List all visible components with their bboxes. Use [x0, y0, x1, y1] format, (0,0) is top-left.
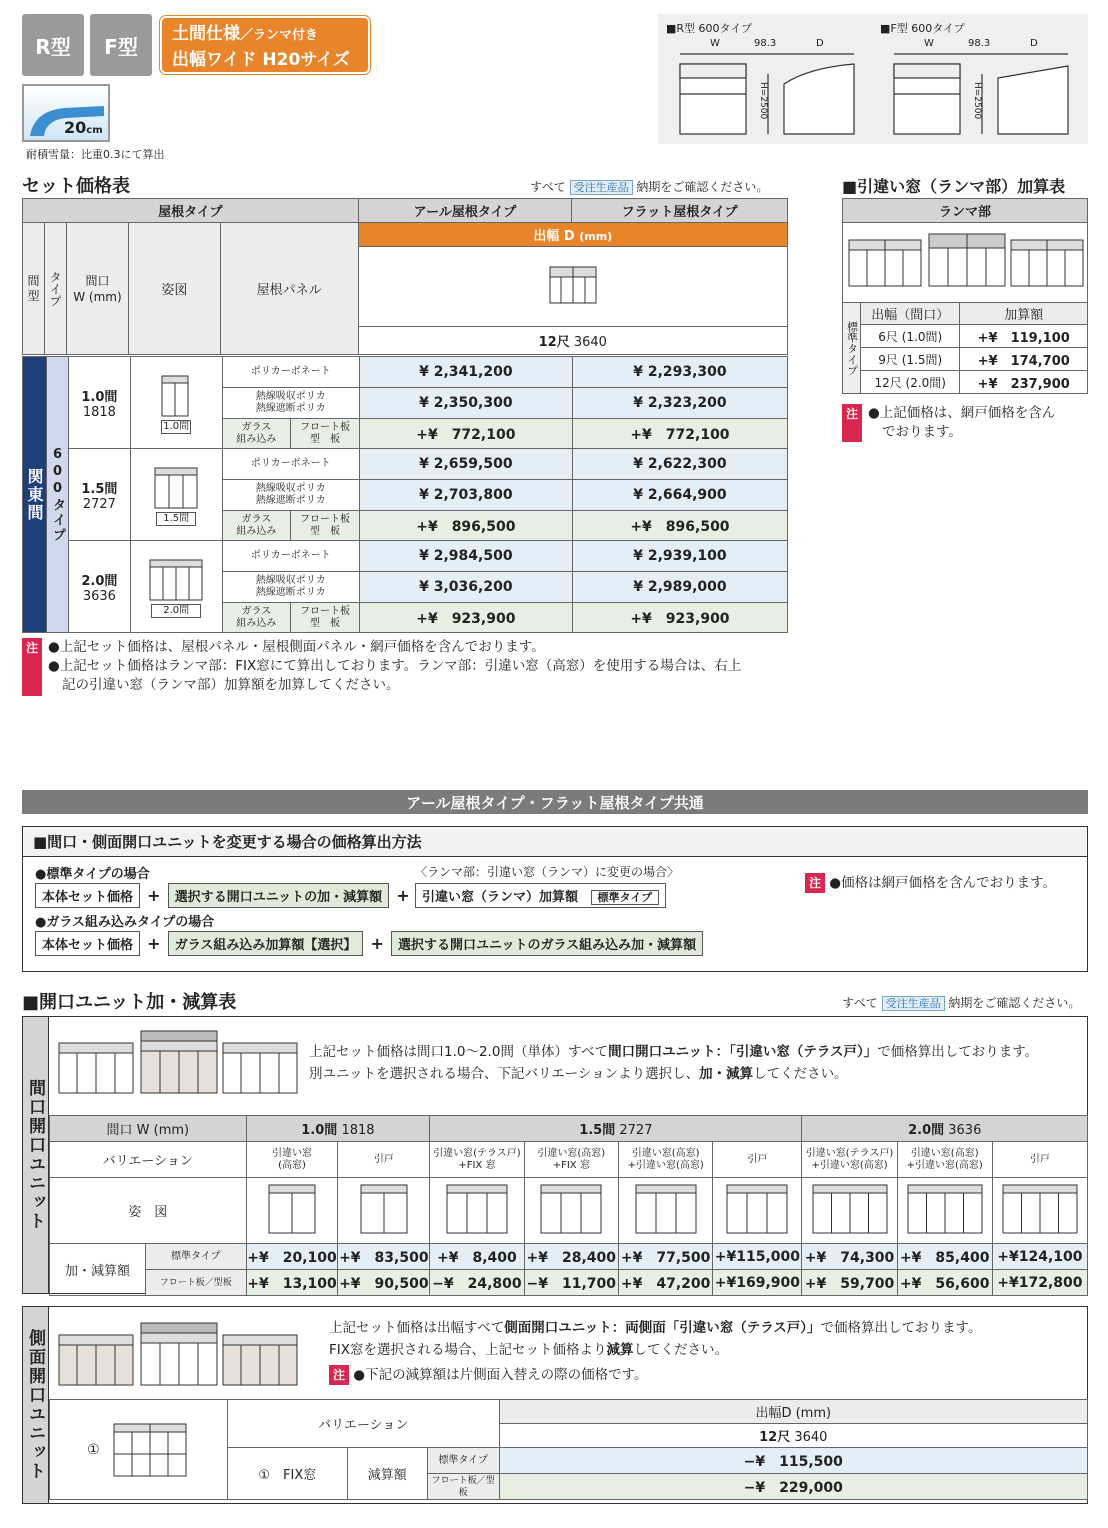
std-price-4: +¥ 28,400 [524, 1244, 618, 1270]
row-fig-1 [130, 357, 222, 449]
uh-float: フロート板／型板 [145, 1270, 246, 1296]
ug-1 [246, 1116, 430, 1142]
dim-h-r: H=2500 [758, 82, 768, 120]
unit-desc [309, 1041, 1083, 1085]
ug-ken-2: 1.5間 [579, 1123, 616, 1138]
panel-poly-2: ポリカーボネート [222, 449, 359, 480]
std-price-2: +¥ 83,500 [338, 1244, 430, 1270]
side-note: ●下記の減算額は片側面入替えの際の価格です。 [353, 1367, 648, 1383]
side-desc [329, 1317, 1079, 1386]
unit-door-icon [538, 1181, 604, 1237]
base-price-2: 本体セット価格 [35, 931, 140, 956]
float-price-5: +¥ 47,200 [618, 1270, 712, 1296]
unit-door-transom [269, 1185, 315, 1193]
float: フロート板 [299, 421, 350, 433]
ug-ken-3: 2.0間 [908, 1123, 945, 1138]
mold: 型 板 [309, 433, 340, 445]
poly-f-2: ¥ 2,622,300 [572, 449, 787, 480]
variation-line1: 引違い窓 [272, 1147, 312, 1159]
uh-add: 加・減算額 [50, 1244, 146, 1296]
variation-1 [246, 1142, 338, 1178]
depth-unit: (mm) [579, 230, 613, 243]
set-table-notice [530, 178, 768, 195]
ranma-size-3: 12尺 (2.0間) [860, 371, 959, 394]
notice-post: 納期をご確認ください。 [636, 180, 769, 194]
panel-poly-1: ポリカーボネート [222, 357, 359, 388]
ranma-price-2: +¥ 174,700 [960, 348, 1088, 371]
region-cell [23, 357, 47, 633]
side-float: フロート板／型板 [427, 1474, 499, 1500]
method-glass: ●ガラス組み込みタイプの場合 [35, 915, 215, 930]
col-r-header: アール屋根タイプ [358, 199, 572, 223]
roof-type-header: 屋根タイプ [23, 199, 359, 223]
side-minus: 減算額 [347, 1448, 427, 1500]
unit-figure-6 [713, 1178, 802, 1244]
mold: 型 板 [309, 525, 340, 537]
common-bar: アール屋根タイプ・フラット屋根タイプ共通 [22, 790, 1088, 814]
unit-desc1c: で価格算出しております。 [877, 1044, 1039, 1060]
glass1: ガラス [241, 605, 272, 617]
heat-f-1: ¥ 2,323,200 [572, 388, 787, 419]
float-label-2 [291, 511, 360, 541]
side-desc2c: してください。 [633, 1342, 728, 1358]
unit-figure-7 [802, 1178, 897, 1244]
unit-figure-8 [897, 1178, 992, 1244]
plus-3: + [147, 934, 161, 953]
uh-var: バリエーション [50, 1142, 247, 1178]
variation-4 [524, 1142, 618, 1178]
unit-door-transom [447, 1185, 507, 1193]
ranma-price-3: +¥ 237,900 [960, 371, 1088, 394]
uh-width: 間口 W (mm) [50, 1116, 247, 1142]
notice-pre-2: すべて [842, 996, 878, 1010]
snow-icon [22, 84, 110, 142]
unit-door-transom [361, 1185, 407, 1193]
glass-label-1 [222, 419, 291, 449]
unit-1-0-icon [156, 372, 196, 424]
side-size [499, 1424, 1087, 1448]
ranma-size-2: 9尺 (1.5間) [860, 348, 959, 371]
spec-line2: 出幅ワイド H20サイズ [172, 50, 350, 70]
unit-door-icon [905, 1181, 985, 1237]
variation-8 [897, 1142, 992, 1178]
note-line2: ●上記セット価格はランマ部：FIX窓にて算出しております。ランマ部：引違い窓（高窓）を使用する場合は、右上 [48, 658, 742, 674]
side-fix-cell [227, 1448, 347, 1500]
notice-pre: すべて [530, 180, 566, 194]
std-price-7: +¥ 74,300 [802, 1244, 897, 1270]
r-type-badge: R型 [22, 14, 84, 76]
unit-side-label: 間口開口ユニット [25, 1079, 45, 1231]
col-f-header: フラット屋根タイプ [572, 199, 788, 223]
float: フロート板 [299, 513, 350, 525]
region-label: 関東間 [25, 467, 44, 522]
side-desc2a: FIX窓を選択される場合、上記セット価格より [329, 1342, 607, 1358]
spec-line1: 土間仕様 [172, 24, 240, 44]
sel-unit: 選択する開口ユニットの加・減算額 [168, 883, 389, 908]
variation-line2: +FIX 窓 [552, 1159, 590, 1171]
unit-door-transom [813, 1185, 887, 1193]
made-to-order-tag-2: 受注生産品 [882, 996, 945, 1011]
spec-badge [160, 16, 370, 74]
ranma-change-note: 〈ランマ部：引違い窓（ランマ）に変更の場合〉 [415, 865, 680, 879]
std-price-6: +¥115,000 [713, 1244, 802, 1270]
side-unit-side [23, 1307, 49, 1503]
ranma-side-label: 標準タイプ [845, 320, 859, 376]
dim-w-f: W [924, 38, 934, 49]
snow-value: 20 [64, 118, 87, 137]
h-type: タイプ [44, 223, 66, 355]
side-overview-icon [57, 1319, 307, 1389]
variation-line1: 引戸 [747, 1153, 768, 1165]
ranma-size-1: 6尺 (1.0間) [860, 325, 959, 348]
side-note-tag: 注 [329, 1365, 349, 1385]
float-price-2: +¥ 90,500 [338, 1270, 430, 1296]
fix-window-icon [110, 1420, 190, 1480]
side-size-label: 12尺 [759, 1430, 791, 1445]
side-fig-num: ① [87, 1441, 100, 1458]
unit-door-transom [908, 1185, 982, 1193]
dim-w-r: W [710, 38, 720, 49]
mm-1: 1818 [82, 404, 116, 420]
unit-door-icon [810, 1181, 890, 1237]
depth-size-cell [358, 327, 787, 355]
heat2: 熱線遮断ポリカ [255, 587, 326, 598]
ranma-std-tag: 標準タイプ [591, 890, 659, 905]
glass-f-2: +¥ 896,500 [572, 511, 787, 541]
side-fig-cell [50, 1400, 228, 1500]
heat-r-3: ¥ 3,036,200 [359, 572, 572, 603]
unit-door-icon [358, 1181, 410, 1237]
poly-r-3: ¥ 2,984,500 [359, 541, 572, 572]
poly-f-1: ¥ 2,293,300 [572, 357, 787, 388]
heat1: 熱線吸収ポリカ [255, 391, 326, 402]
variation-9 [992, 1142, 1087, 1178]
ug-2 [430, 1116, 802, 1142]
dim-d-f: D [1030, 38, 1038, 49]
side-desc1c: で価格算出しております。 [820, 1320, 982, 1336]
poly-f-3: ¥ 2,939,100 [572, 541, 787, 572]
depth-header [358, 223, 787, 247]
note-tag: 注 [22, 638, 42, 658]
unit-notice [842, 994, 1080, 1011]
fig-label-3: 2.0間 [151, 604, 201, 618]
note-line3: 記の引違い窓（ランマ部）加算額を加算してください。 [62, 677, 400, 693]
glass-r-3: +¥ 923,900 [359, 603, 572, 633]
unit-1-5-icon [151, 464, 201, 516]
variation-line2: +引違い窓(高窓) [811, 1159, 888, 1171]
set-table-title: セット価格表 [22, 176, 130, 197]
unit-figure-2 [338, 1178, 430, 1244]
side-unit-side-label: 側面開口ユニット [25, 1329, 45, 1481]
uh-std: 標準タイプ [145, 1244, 246, 1270]
poly-r-2: ¥ 2,659,500 [359, 449, 572, 480]
h-width: 間口 W (mm) [66, 223, 128, 355]
side-desc1a: 上記セット価格は出幅すべて [329, 1320, 505, 1336]
set-price-table [22, 198, 788, 355]
ranma-side [843, 303, 861, 394]
made-to-order-tag: 受注生産品 [570, 180, 633, 195]
method-title: ■間口・側面開口ユニットを変更する場合の価格算出方法 [23, 827, 1087, 857]
ranma-col1: 出幅（間口） [860, 303, 959, 325]
type-label: 600タイプ [49, 446, 65, 543]
float-price-1: +¥ 13,100 [246, 1270, 338, 1296]
glass-r-2: +¥ 896,500 [359, 511, 572, 541]
ranma-price-1: +¥ 119,100 [960, 325, 1088, 348]
float-price-3: −¥ 24,800 [430, 1270, 524, 1296]
plus-1: + [147, 886, 161, 905]
variation-line2: +引違い窓(高窓) [627, 1159, 704, 1171]
variation-5 [618, 1142, 712, 1178]
poly-r-1: ¥ 2,341,200 [359, 357, 572, 388]
diagram-r-title: ■R型 600タイプ [666, 22, 752, 35]
glass1: ガラス [241, 513, 272, 525]
side-depth-header: 出幅D (mm) [499, 1400, 1087, 1424]
variation-line1: 引違い窓(高窓) [631, 1147, 700, 1159]
variation-line1: 引違い窓(テラス戸) [805, 1147, 894, 1159]
variation-line1: 引違い窓(高窓) [537, 1147, 606, 1159]
method-std: ●標準タイプの場合 [35, 867, 150, 882]
unit-door-icon [266, 1181, 318, 1237]
heat-r-2: ¥ 2,703,800 [359, 480, 572, 511]
plus-2: + [396, 886, 410, 905]
side-var-header: バリエーション [227, 1400, 499, 1448]
side-std-price: −¥ 115,500 [499, 1448, 1087, 1474]
size-label: 12尺 [538, 335, 570, 350]
float: フロート板 [299, 605, 350, 617]
row-width-3 [68, 541, 130, 633]
row-width-1 [68, 357, 130, 449]
glass-label-3 [222, 603, 291, 633]
unit-2-0-icon [146, 556, 206, 608]
ranma-note2: でおります。 [882, 424, 962, 440]
unit-door-icon [633, 1181, 699, 1237]
row-fig-2 [130, 449, 222, 541]
unit-table-title: ■開口ユニット加・減算表 [22, 992, 237, 1013]
dim-d-r: D [816, 38, 824, 49]
side-fix-num: ① [258, 1468, 271, 1483]
glass-label-2 [222, 511, 291, 541]
ug-mm-2: 2727 [619, 1123, 653, 1138]
depth-label: 出幅 D [533, 229, 575, 244]
row-fig-3 [130, 541, 222, 633]
unit-side [23, 1017, 49, 1293]
unit-desc2a: 別ユニットを選択される場合、下記バリエーションより選択し、 [309, 1066, 700, 1082]
glass-f-3: +¥ 923,900 [572, 603, 787, 633]
glass2: 組み込み [236, 433, 277, 445]
plus-4: + [370, 934, 384, 953]
ranma-windows-icon [845, 230, 1085, 292]
dim-gap-r: 98.3 [754, 38, 777, 49]
std-price-3: +¥ 8,400 [430, 1244, 524, 1270]
ranma-add [415, 883, 666, 908]
variation-3 [430, 1142, 524, 1178]
method-note-tag: 注 [805, 873, 825, 893]
side-unit-section [22, 1306, 1088, 1504]
snow-note: 耐積雪量：比重0.3にて算出 [26, 148, 165, 161]
mm-2: 2727 [82, 496, 116, 512]
std-price-1: +¥ 20,100 [246, 1244, 338, 1270]
unit-desc2b: 加・減算 [699, 1066, 754, 1082]
std-price-8: +¥ 85,400 [897, 1244, 992, 1270]
ranma-figure [843, 223, 1088, 303]
side-table [49, 1399, 1088, 1500]
unit-door-icon [1000, 1181, 1080, 1237]
heat2: 熱線遮断ポリカ [255, 403, 326, 414]
heat-r-1: ¥ 2,350,300 [359, 388, 572, 419]
unit-door-transom [1003, 1185, 1077, 1193]
ug-mm-1: 1818 [341, 1123, 375, 1138]
variation-line1: 引違い窓(高窓) [910, 1147, 979, 1159]
unit-figure-5 [618, 1178, 712, 1244]
note-line1: ●上記セット価格は、屋根パネル・屋根側面パネル・網戸価格を含んでおります。 [48, 639, 545, 655]
dim-h-f: H=2500 [972, 82, 982, 120]
unit-desc1b: 間口開口ユニット：「引違い窓（テラス戸）」 [608, 1044, 878, 1060]
side-size-mm: 3640 [794, 1430, 828, 1445]
unit-door-icon [724, 1181, 790, 1237]
float-label-1 [291, 419, 360, 449]
ranma-table [842, 198, 1088, 394]
ug-3 [802, 1116, 1088, 1142]
ken-2: 1.5間 [81, 481, 118, 497]
unit-door-transom [636, 1185, 696, 1193]
unit-door-icon [444, 1181, 510, 1237]
base-price-1: 本体セット価格 [35, 883, 140, 908]
unit-desc1a: 上記セット価格は間口1.0～2.0間（単体）すべて [309, 1044, 609, 1060]
method-note: ●価格は網戸価格を含んでおります。 [829, 875, 1056, 891]
ken-3: 2.0間 [81, 573, 118, 589]
heat1: 熱線吸収ポリカ [255, 483, 326, 494]
variation-line2: +FIX 窓 [458, 1159, 496, 1171]
ken-1: 1.0間 [81, 389, 118, 405]
panel-heat-1 [222, 388, 359, 419]
h-fig: 姿図 [128, 223, 220, 355]
variation-2 [338, 1142, 430, 1178]
float-price-9: +¥172,800 [992, 1270, 1087, 1296]
panel-poly-3: ポリカーボネート [222, 541, 359, 572]
uh-fig: 姿 図 [50, 1178, 247, 1244]
unit-figure-1 [246, 1178, 338, 1244]
float-price-4: −¥ 11,700 [524, 1270, 618, 1296]
set-table-notes [22, 638, 788, 695]
unit-overview-icon [57, 1027, 307, 1097]
variation-line1: 引違い窓(テラス戸) [433, 1147, 521, 1159]
unit-figure-9 [992, 1178, 1087, 1244]
notice-post-2: 納期をご確認ください。 [948, 996, 1081, 1010]
spec-line1b: ／ランマ付き [240, 28, 319, 43]
fig-label-1: 1.0間 [161, 420, 191, 434]
mold: 型 板 [309, 617, 340, 629]
heat1: 熱線吸収ポリカ [255, 575, 326, 586]
f-type-badge: F型 [90, 14, 152, 76]
float-price-7: +¥ 59,700 [802, 1270, 897, 1296]
ranma-note-tag: 注 [842, 404, 862, 424]
variation-line1: 引戸 [373, 1153, 394, 1165]
unit-desc2c: してください。 [753, 1066, 848, 1082]
snow-unit: cm [86, 125, 103, 136]
section-drawing-icon [658, 34, 1088, 144]
ug-mm-3: 3636 [948, 1123, 982, 1138]
unit-section [22, 1016, 1088, 1294]
h-kanata: 間 型 [23, 223, 45, 355]
ranma-note1: ●上記価格は、網戸価格を含ん [868, 405, 1056, 421]
front-view-icon [548, 265, 598, 305]
unit-door-transom [541, 1185, 601, 1193]
glass-r-1: +¥ 772,100 [359, 419, 572, 449]
depth-figure-cell [358, 247, 787, 327]
float-price-8: +¥ 56,600 [897, 1270, 992, 1296]
variation-7 [802, 1142, 897, 1178]
set-price-body [22, 356, 788, 633]
unit-door-transom [727, 1185, 787, 1193]
side-desc2b: 減算 [606, 1342, 634, 1358]
panel-heat-3 [222, 572, 359, 603]
ranma-title: ■引違い窓（ランマ部）加算表 [842, 177, 1066, 196]
variation-line2: (高窓) [278, 1159, 306, 1171]
glass2: 組み込み [236, 525, 277, 537]
fig-label-2: 1.5間 [156, 512, 196, 526]
panel-heat-2 [222, 480, 359, 511]
side-desc1b: 側面開口ユニット：両側面「引違い窓（テラス戸）」 [504, 1320, 821, 1336]
side-float-price: −¥ 229,000 [499, 1474, 1087, 1500]
glass-sel: 選択する開口ユニットのガラス組み込み加・減算額 [391, 931, 703, 956]
h-panel: 屋根パネル [220, 223, 358, 355]
variation-line1: 引戸 [1029, 1153, 1050, 1165]
unit-figure-3 [430, 1178, 524, 1244]
type-cell [47, 357, 69, 633]
ranma-note [842, 404, 1088, 442]
float-label-3 [291, 603, 360, 633]
heat-f-2: ¥ 2,664,900 [572, 480, 787, 511]
glass-f-1: +¥ 772,100 [572, 419, 787, 449]
side-fix-label: FIX窓 [283, 1468, 317, 1483]
variation-6 [713, 1142, 802, 1178]
side-std: 標準タイプ [427, 1448, 499, 1474]
std-price-9: +¥124,100 [992, 1244, 1087, 1270]
ranma-col2: 加算額 [960, 303, 1088, 325]
glass-add: ガラス組み込み加算額【選択】 [168, 931, 364, 956]
heat-f-3: ¥ 2,989,000 [572, 572, 787, 603]
unit-figure-4 [524, 1178, 618, 1244]
variation-line2: +引違い窓(高窓) [906, 1159, 983, 1171]
row-width-2 [68, 449, 130, 541]
heat2: 熱線遮断ポリカ [255, 495, 326, 506]
ranma-add-label: 引違い窓（ランマ）加算額 [422, 890, 579, 905]
method-box [22, 826, 1088, 972]
size-mm: 3640 [573, 335, 607, 350]
ug-ken-1: 1.0間 [301, 1123, 338, 1138]
float-price-6: +¥169,900 [713, 1270, 802, 1296]
mm-3: 3636 [82, 588, 116, 604]
section-diagram [658, 14, 1088, 144]
glass2: 組み込み [236, 617, 277, 629]
std-price-5: +¥ 77,500 [618, 1244, 712, 1270]
unit-variation-table [49, 1115, 1088, 1296]
diagram-f-title: ■F型 600タイプ [880, 22, 965, 35]
glass1: ガラス [241, 421, 272, 433]
ranma-header: ランマ部 [843, 199, 1088, 223]
dim-gap-f: 98.3 [968, 38, 991, 49]
